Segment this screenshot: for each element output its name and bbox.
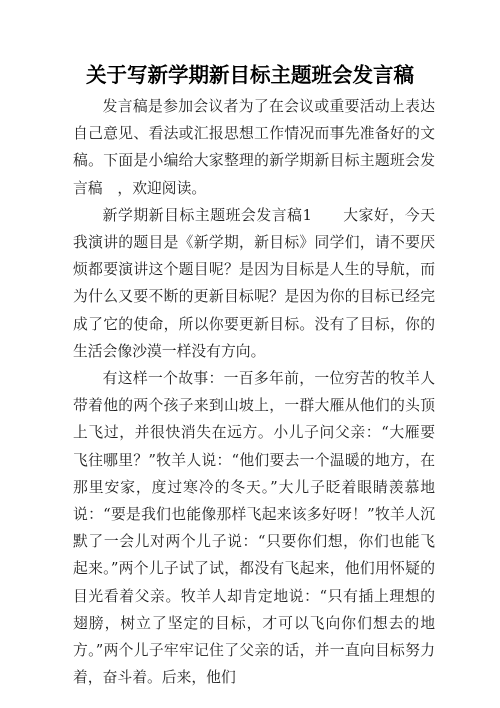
speech-paragraph-1: 新学期新目标主题班会发言稿1 大家好，今天我演讲的题目是《新学期，新目标》同学们，请不要厌烦都要演讲这个题目呢？是因为目标是人生的导航，而为什么又要不断的更新目标呢？是因为你的目标已经完成了它的使命，所以你要更新目标。没有了目标，你的生活会像沙漠一样没有方向。 — [73, 206, 435, 360]
document-title: 关于写新学期新目标主题班会发言稿 — [86, 63, 414, 87]
story-paragraph: 有这样一个故事：一百多年前，一位穷苦的牧羊人带着他的两个孩子来到山坡上，一群大雁从他们的头顶上飞过，并很快消失在远方。小儿子问父亲：“大雁要飞往哪里？”牧羊人说：“他们要去一个温暖的地方，在那里安家，度过寒冷的冬天。”大儿子眨着眼睛羡慕地说：“要是我们也能像那样飞起来该多好呀！”牧羊人沉默了一会儿对两个儿子说：“只要你们想，你们也能飞起来。”两个儿子试了试，都没有飞起来，他们用怀疑的目光看着父亲。牧羊人却肯定地说：“只有插上理想的翅膀，树立了坚定的目标，才可以飞向你们想去的地方。”两个儿子牢牢记住了父亲的话，并一直向目标努力着，奋斗着。后来，他们 — [73, 370, 435, 687]
document-body — [73, 93, 435, 691]
intro-paragraph: 发言稿是参加会议者为了在会议或重要活动上表达自己意见、看法或汇报思想工作情况而事先准备好的文稿。下面是小编给大家整理的新学期新目标主题班会发言稿 ，欢迎阅读。 — [73, 98, 435, 197]
